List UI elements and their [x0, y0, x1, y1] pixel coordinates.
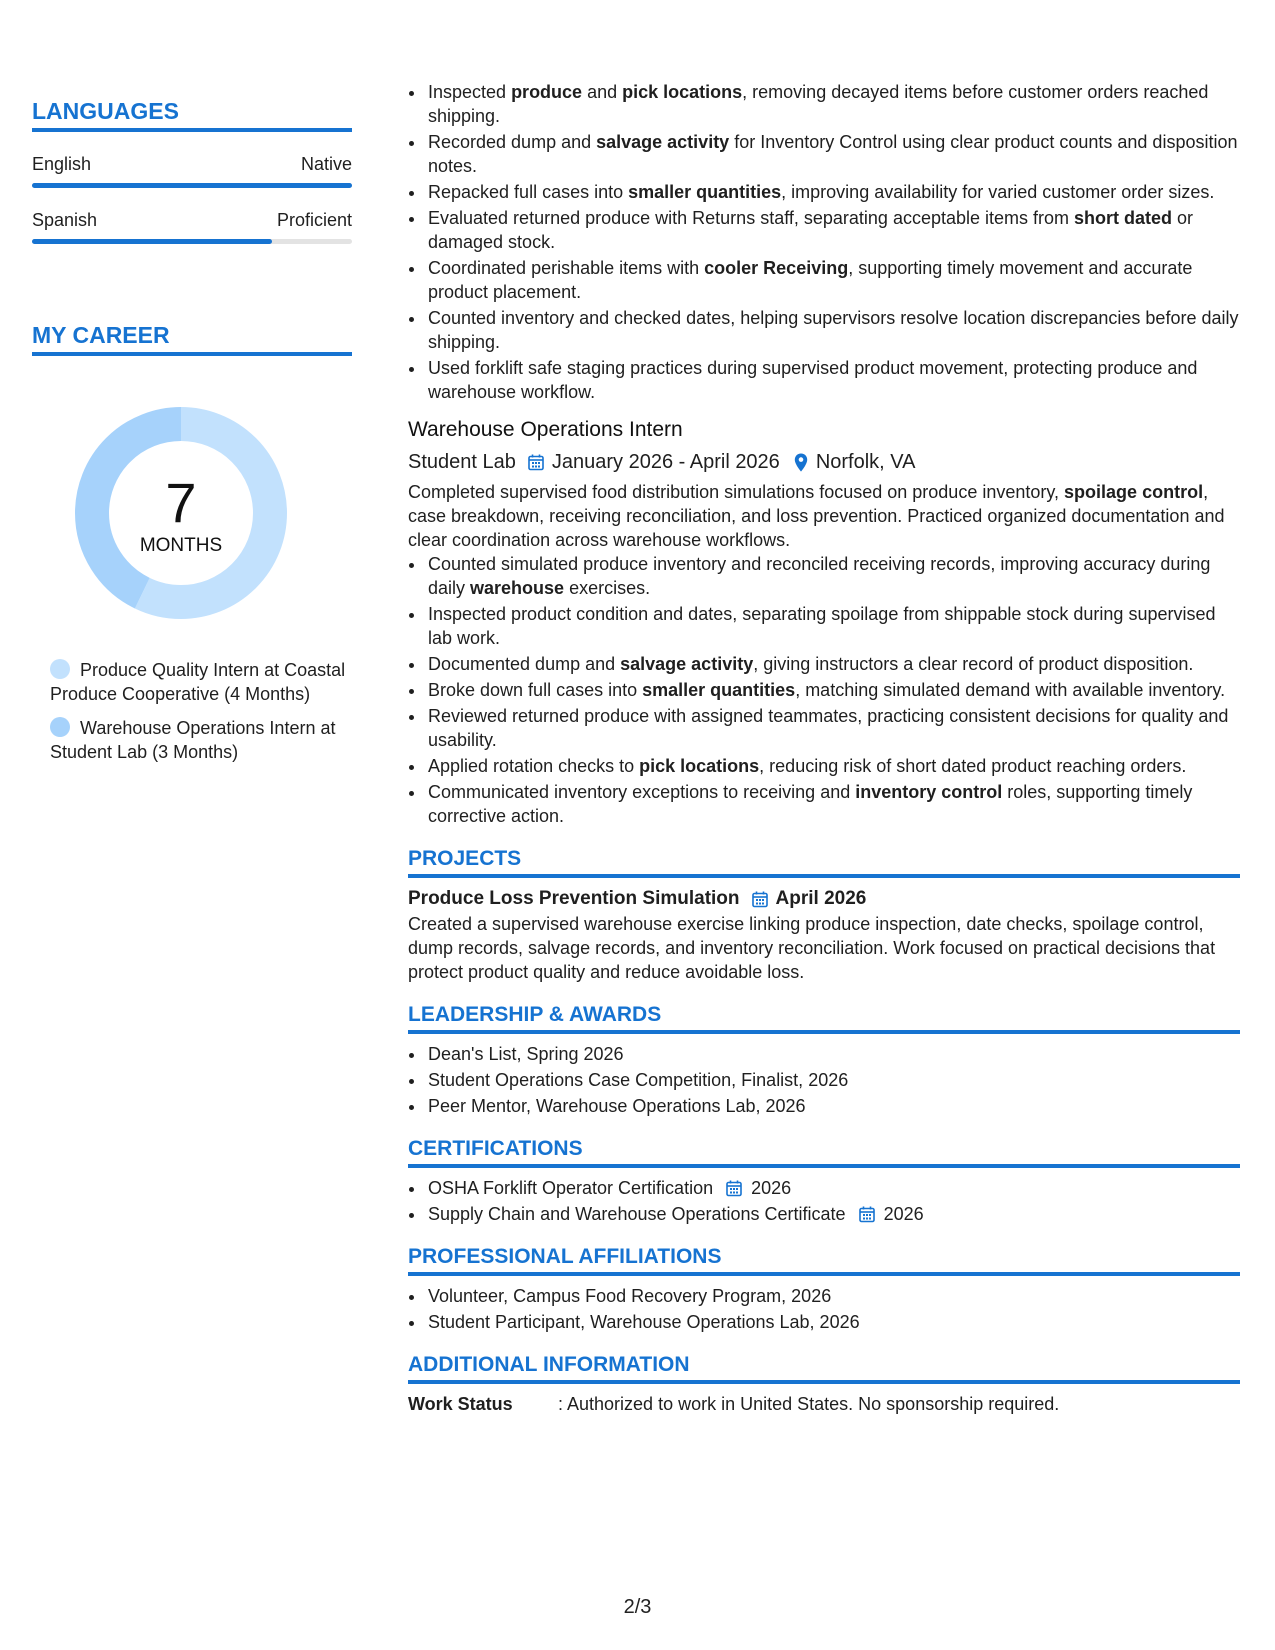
language-item [32, 154, 352, 188]
job2-dates: January 2026 - April 2026 [551, 451, 780, 473]
leadership-item: • Student Operations Case Competition, Finalist, 2026 [426, 1068, 1240, 1092]
job2-company: Student Lab [408, 451, 516, 473]
calendar-icon [752, 891, 768, 908]
job2-entry [408, 416, 1240, 828]
language-proficiency-fill [32, 183, 352, 188]
leadership-item: • Dean's List, Spring 2026 [426, 1042, 1240, 1066]
job2-bullet: • Communicated inventory exceptions to receiving and inventory control roles, supporting timely corrective action. [426, 780, 1240, 828]
leadership-section [408, 1002, 1240, 1118]
job2-bullet: • Broke down full cases into smaller quantities, matching simulated demand with available inventory. [426, 678, 1240, 702]
affiliations-heading: PROFESSIONAL AFFILIATIONS [408, 1244, 1240, 1276]
certification-item [426, 1176, 1240, 1200]
right-column [408, 80, 1240, 1416]
job2-bullet: • Applied rotation checks to pick locations, reducing risk of short dated product reaching orders. [426, 754, 1240, 778]
job2-bullet: • Documented dump and salvage activity, giving instructors a clear record of product disposition. [426, 652, 1240, 676]
job2-title: Warehouse Operations Intern [408, 418, 683, 441]
language-level: Proficient [276, 210, 352, 230]
legend-dot-icon [50, 717, 70, 737]
job2-summary: Completed supervised food distribution simulations focused on produce inventory, spoilage control, case breakdown, receiving reconciliation, and loss prevention. Practiced organized documentation and clear coordination across warehouse workflows. [408, 482, 1225, 550]
job2-bullet: • Inspected product condition and dates, separating spoilage from shippable stock during supervised lab work. [426, 602, 1240, 650]
job1-bullet: • Inspected produce and pick locations, removing decayed items before customer orders reached shipping. [426, 80, 1240, 128]
leadership-heading: LEADERSHIP & AWARDS [408, 1002, 1240, 1034]
additional-heading: ADDITIONAL INFORMATION [408, 1352, 1240, 1384]
work-status-label: Work Status [408, 1394, 513, 1414]
language-level: Native [300, 154, 352, 174]
job1-bullet: • Used forklift safe staging practices during supervised product movement, protecting produce and warehouse workflow. [426, 356, 1240, 404]
career-legend [50, 658, 352, 764]
job1-bullet-list [408, 80, 1240, 404]
certifications-section [408, 1136, 1240, 1226]
legend-dot-icon [50, 659, 70, 679]
work-status-value: : Authorized to work in United States. No sponsorship required. [558, 1394, 1060, 1414]
calendar-icon [528, 454, 544, 471]
career-heading: MY CAREER [32, 320, 352, 356]
job2-meta [408, 448, 1240, 476]
affiliation-item: • Student Participant, Warehouse Operations Lab, 2026 [426, 1310, 1240, 1334]
calendar-icon [859, 1206, 875, 1223]
career-donut-chart [66, 398, 296, 628]
language-name: English [32, 154, 92, 174]
job1-bullet: • Repacked full cases into smaller quantities, improving availability for varied customer order sizes. [426, 180, 1240, 204]
job1-bullet: • Recorded dump and salvage activity for Inventory Control using clear product counts and disposition notes. [426, 130, 1240, 178]
job1-bullet: • Coordinated perishable items with cooler Receiving, supporting timely movement and accurate product placement. [426, 256, 1240, 304]
language-item [32, 210, 352, 244]
career-unit: MONTHS [139, 535, 223, 556]
language-name: Spanish [32, 210, 98, 230]
job1-bullet: • Counted inventory and checked dates, helping supervisors resolve location discrepancies before daily shipping. [426, 306, 1240, 354]
language-list [32, 154, 352, 244]
legend-label: Produce Quality Intern at Coastal Produce Cooperative (4 Months) [50, 660, 346, 704]
calendar-icon [726, 1180, 742, 1197]
language-proficiency-bar [32, 239, 352, 244]
certification-name: Supply Chain and Warehouse Operations Certificate [428, 1204, 846, 1224]
left-column [32, 96, 352, 774]
language-proficiency-bar [32, 183, 352, 188]
certification-name: OSHA Forklift Operator Certification [428, 1178, 714, 1198]
career-section [32, 320, 352, 764]
job2-bullet-list [408, 552, 1240, 828]
projects-heading: PROJECTS [408, 846, 1240, 878]
job1-bullet: • Evaluated returned produce with Returns staff, separating acceptable items from short dated or damaged stock. [426, 206, 1240, 254]
affiliations-section [408, 1244, 1240, 1334]
certifications-heading: CERTIFICATIONS [408, 1136, 1240, 1168]
job2-bullet: • Reviewed returned produce with assigned teammates, practicing consistent decisions for quality and usability. [426, 704, 1240, 752]
leadership-item: • Peer Mentor, Warehouse Operations Lab, 2026 [426, 1094, 1240, 1118]
career-total: 7 [165, 471, 197, 534]
additional-section [408, 1352, 1240, 1416]
languages-heading: LANGUAGES [32, 96, 352, 132]
project-name: Produce Loss Prevention Simulation [408, 888, 740, 909]
legend-label: Warehouse Operations Intern at Student Lab (3 Months) [50, 718, 336, 762]
affiliation-item: • Volunteer, Campus Food Recovery Program, 2026 [426, 1284, 1240, 1308]
project-date: April 2026 [775, 888, 867, 909]
legend-item [50, 658, 352, 706]
certification-date: 2026 [751, 1178, 792, 1198]
project-description: Created a supervised warehouse exercise linking produce inspection, date checks, spoilage control, dump records, salvage records, and inventory reconciliation. Work focused on practical decisions that protect product quality and reduce avoidable loss. [408, 914, 1216, 982]
projects-section [408, 846, 1240, 984]
language-proficiency-fill [32, 239, 272, 244]
certification-item [426, 1202, 1240, 1226]
certification-date: 2026 [883, 1204, 924, 1224]
page-number: 2/3 [623, 1596, 652, 1618]
job2-location: Norfolk, VA [815, 451, 916, 473]
legend-item [50, 716, 352, 764]
job2-bullet: • Counted simulated produce inventory and reconciled receiving records, improving accuracy during daily warehouse exercises. [426, 552, 1240, 600]
location-pin-icon [794, 453, 808, 472]
